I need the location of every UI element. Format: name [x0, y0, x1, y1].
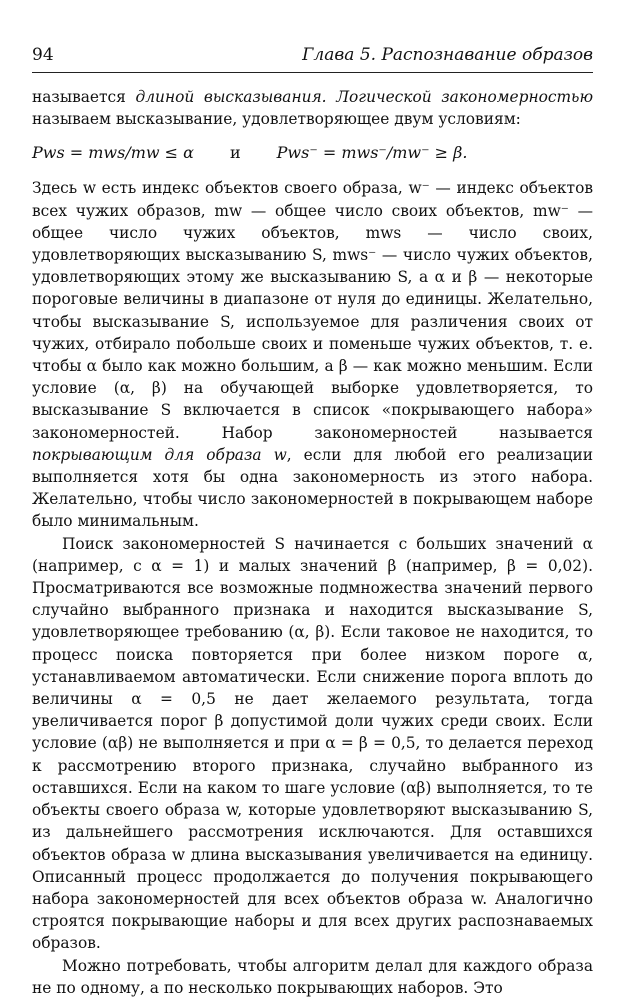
formula-left: Pws = mws/mw ≤ α [32, 143, 194, 163]
paragraph-explanation [32, 177, 593, 532]
book-page [32, 0, 594, 997]
text-run: Здесь w есть индекс объектов своего образа, w⁻ — индекс объектов всех чужих образов, mw — общее число своих объектов, mw⁻ — общее число чужих объектов, mws — число своих, удовлетворяющих высказыванию S, mws⁻ — число чужих объектов, удовлетворяющих этому же высказыванию S, а α и β — некоторые пороговые величины в диапазоне от нуля до единицы. Желательно, чтобы высказывание S, используемое для различения своих от чужих, отбирало побольше своих и поменьше чужих объектов, т. е. чтобы α было как можно большим, а β — как можно меньшим. Если условие (α, β) на обучающей выборке удовлетворяется, то высказывание S включается в список «покрывающего набора» закономерностей. Набор закономерностей называется [32, 179, 593, 442]
paragraph-continuation: Можно потребовать, чтобы алгоритм делал для каждого образа не по одному, а по несколько покрывающих наборов. Это [32, 956, 593, 997]
text-run: , если для любой его реализации выполняется хотя бы одна закономерность из этого набора. Желательно, чтобы число закономерностей в покрывающем наборе было минимальным. [32, 445, 594, 531]
page-number: 94 [32, 45, 54, 65]
text-run: называем высказывание, удовлетворяющее двум условиям: [32, 110, 521, 129]
term-regularity: Логической закономерностью [336, 88, 593, 106]
term-covering: покрывающим для образа w [32, 445, 287, 464]
formula-right: Pws⁻ = mws⁻/mw⁻ ≥ β. [276, 143, 468, 163]
paragraph-search: Поиск закономерностей S начинается с больших значений α (например, с α = 1) и малых значений β (например, β = 0,02). Просматриваются все возможные подмножества значений первого случайно выбранного признака и находится высказывание S, удовлетворяющее требованию (α, β). Если таковое не находится, то процесс поиска повторяется при более низком пороге α, устанавливаемом автоматически. Если снижение порога вплоть до величины α = 0,5 не дает желаемого результата, тогда увеличивается порог β допустимой доли чужих среди своих. Если условие (αβ) не выполняется и при α = β = 0,5, то делается переход к рассмотрению второго признака, случайно выбранного из оставшихся. Если на каком то шаге условие (αβ) выполняется, то те объекты своего образа w, которые удовлетворяют высказыванию S, из дальнейшего рассмотрения исключаются. Для оставшихся объектов образа w длина высказывания увеличивается на единицу. Описанный процесс продолжается до получения покрывающего набора закономерностей для всех объектов образа w. Аналогично строятся покрывающие наборы и для всех других распознаваемых образов. [32, 534, 593, 953]
page-body [32, 86, 593, 999]
term-length: длиной высказывания. [135, 88, 327, 106]
header-rule [32, 72, 593, 73]
text-run: называется [32, 88, 136, 106]
formula-conjunction: и [229, 143, 241, 163]
paragraph-definition [32, 86, 593, 130]
formula [32, 141, 593, 165]
running-header [32, 44, 593, 66]
chapter-title: Глава 5. Распознавание образов [302, 45, 593, 65]
text-run [327, 88, 337, 106]
